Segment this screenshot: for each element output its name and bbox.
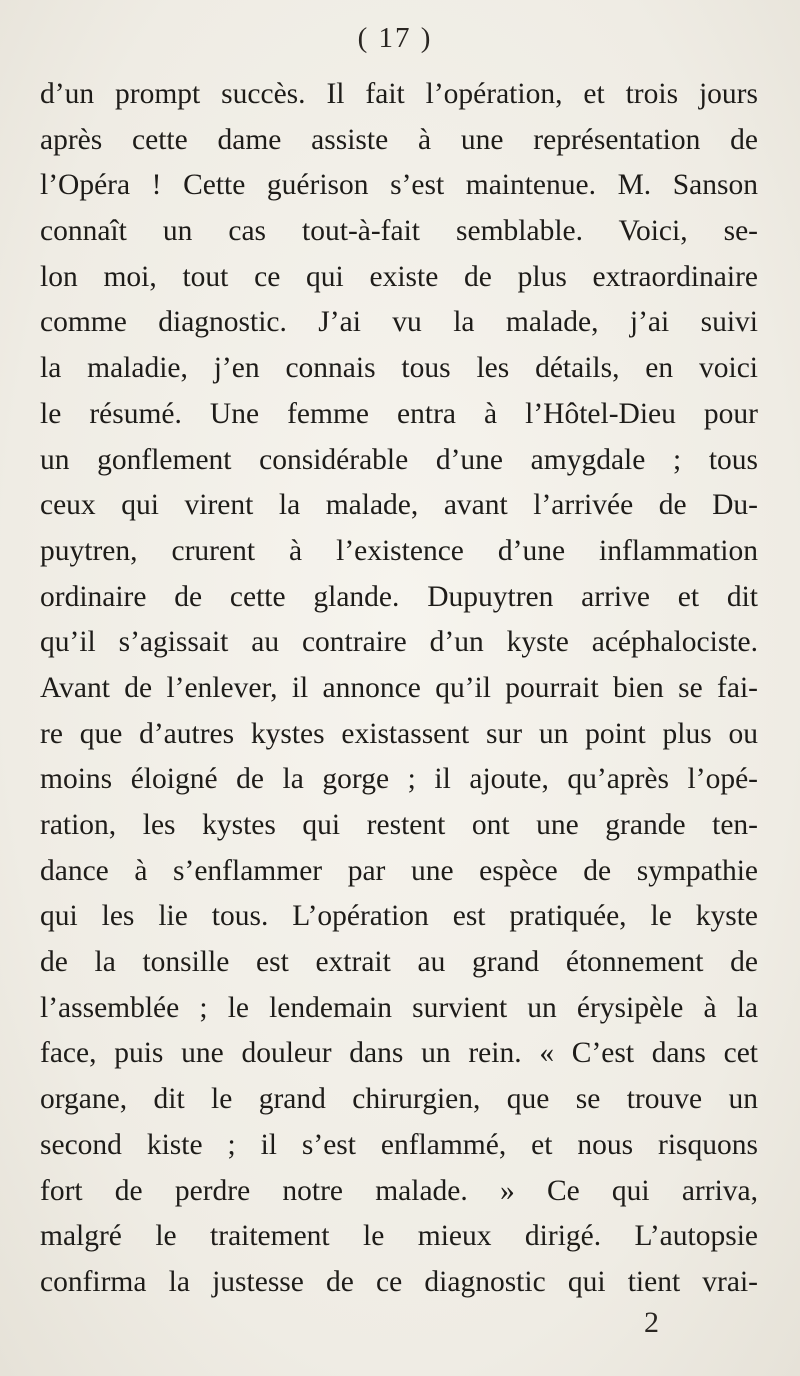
text-line: Avant de l’enlever, il annonce qu’il pourrait bien se fai- bbox=[40, 671, 758, 704]
text-line: moins éloigné de la gorge ; il ajoute, qu’après l’opé- bbox=[40, 763, 758, 796]
text-line: l’Opéra ! Cette guérison s’est maintenue. M. Sanson bbox=[40, 169, 758, 202]
text-line: face, puis une douleur dans un rein. « C’est dans cet bbox=[40, 1037, 758, 1070]
text-line: malgré le traitement le mieux dirigé. L’autopsie bbox=[40, 1220, 758, 1253]
text-line: un gonflement considérable d’une amygdale ; tous bbox=[40, 443, 758, 476]
text-line: l’assemblée ; le lendemain survient un érysipèle à la bbox=[40, 991, 758, 1024]
text-line: lon moi, tout ce qui existe de plus extraordinaire bbox=[40, 260, 758, 293]
text-line: re que d’autres kystes existassent sur un point plus ou bbox=[40, 717, 758, 750]
signature-mark: 2 bbox=[644, 1306, 659, 1339]
text-line: comme diagnostic. J’ai vu la malade, j’ai suivi bbox=[40, 306, 758, 339]
text-line: après cette dame assiste à une représentation de bbox=[40, 123, 758, 156]
text-line: ration, les kystes qui restent ont une grande ten- bbox=[40, 809, 758, 841]
text-line: de la tonsille est extrait au grand étonnement de bbox=[40, 946, 758, 979]
text-line: qui les lie tous. L’opération est pratiquée, le kyste bbox=[40, 900, 758, 933]
text-line: ceux qui virent la malade, avant l’arrivée de Du- bbox=[40, 489, 758, 522]
text-line: dance à s’enflammer par une espèce de sympathie bbox=[40, 854, 758, 887]
text-line: la maladie, j’en connais tous les détails, en voici bbox=[40, 352, 758, 385]
text-line: fort de perdre notre malade. » Ce qui arriva, bbox=[40, 1174, 758, 1207]
text-line: ordinaire de cette glande. Dupuytren arrive et dit bbox=[40, 580, 758, 613]
text-line: puytren, crurent à l’existence d’une inflammation bbox=[40, 534, 758, 567]
text-line: second kiste ; il s’est enflammé, et nous risquons bbox=[40, 1128, 758, 1161]
text-line: confirma la justesse de ce diagnostic qui tient vrai- bbox=[40, 1265, 758, 1298]
text-line: connaît un cas tout-à-fait semblable. Voici, se- bbox=[40, 215, 758, 248]
text-line: qu’il s’agissait au contraire d’un kyste acéphalociste. bbox=[40, 626, 758, 659]
body-text bbox=[40, 72, 758, 1306]
text-line: d’un prompt succès. Il fait l’opération, et trois jours bbox=[40, 78, 758, 110]
text-line: le résumé. Une femme entra à l’Hôtel-Dieu pour bbox=[40, 397, 758, 430]
text-line: organe, dit le grand chirurgien, que se trouve un bbox=[40, 1083, 758, 1116]
page-number: ( 17 ) bbox=[357, 22, 433, 54]
